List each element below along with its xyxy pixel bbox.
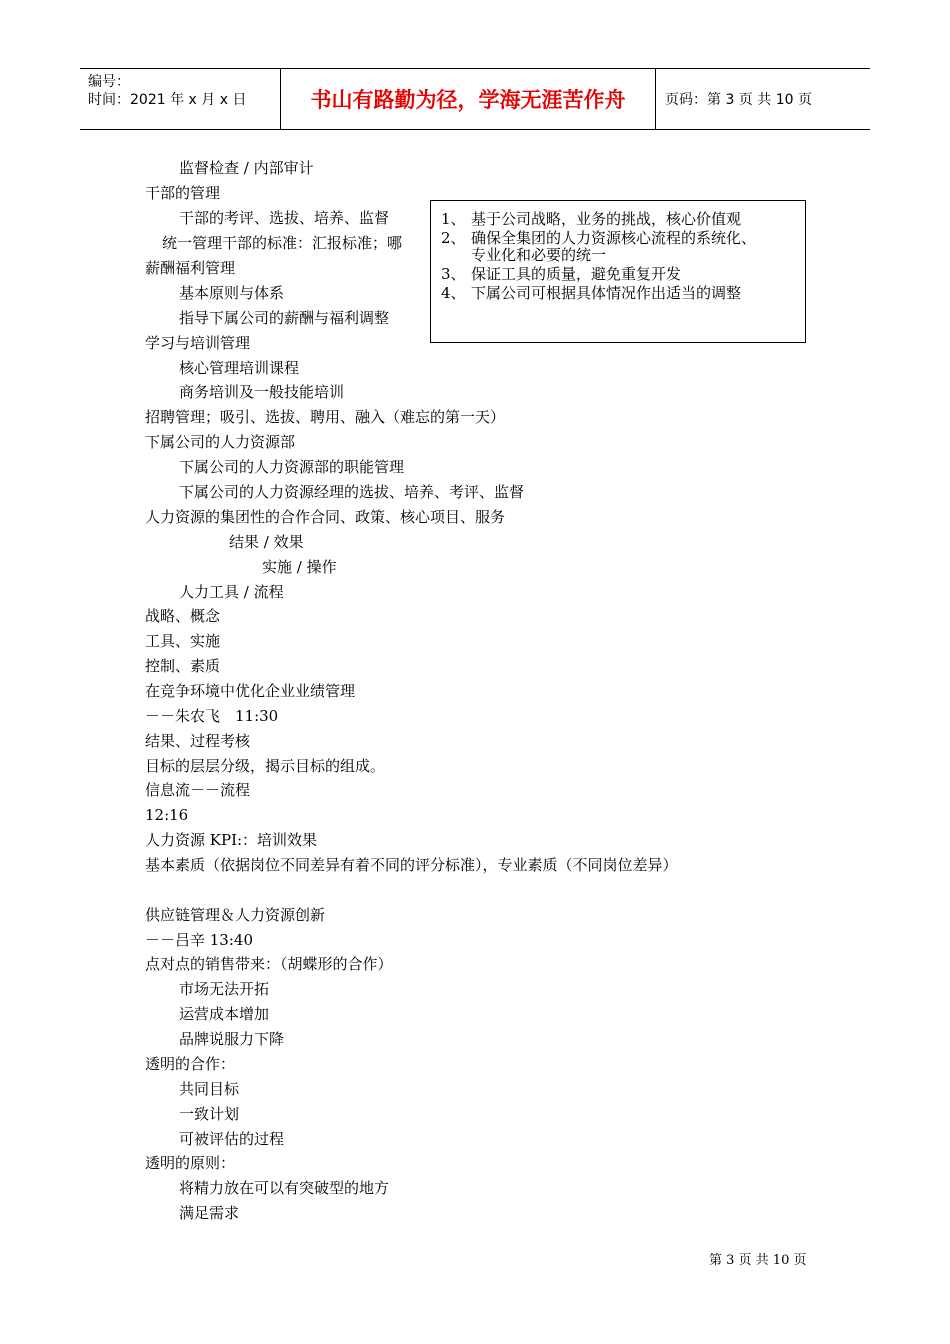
header-page-number: 页码：第 3 页 共 10 页 [665, 92, 812, 108]
body-line: 目标的层层分级，揭示目标的组成。 [145, 757, 386, 775]
objectives-text-box [430, 200, 806, 343]
body-line: 工具、实施 [145, 632, 221, 650]
body-line: 干部的管理 [145, 184, 221, 202]
body-line: 12:16 [145, 806, 189, 824]
box-item-text: 专业化和必要的统一 [471, 246, 607, 264]
body-line: 透明的原则： [145, 1154, 236, 1172]
box-item-number: 4、 [441, 284, 466, 302]
body-line: 监督检查 / 内部审计 [179, 159, 314, 177]
body-line: 将精力放在可以有突破型的地方 [179, 1179, 390, 1197]
body-line: 下属公司的人力资源部 [145, 433, 296, 451]
body-line: 信息流－－流程 [145, 781, 251, 799]
body-line: 人力工具 / 流程 [179, 583, 284, 601]
body-line: 干部的考评、选拔、培养、监督 [179, 209, 390, 227]
body-line: 指导下属公司的薪酬与福利调整 [179, 309, 390, 327]
box-item-text: 下属公司可根据具体情况作出适当的调整 [471, 284, 742, 302]
page-header [80, 68, 870, 130]
box-item-text: 确保全集团的人力资源核心流程的系统化、 [471, 229, 757, 247]
body-line: 统一管理干部的标准：汇报标准；哪 [162, 234, 403, 252]
box-item [441, 284, 741, 302]
box-item [441, 210, 741, 228]
body-line: 招聘管理；吸引、选拔、聘用、融入（难忘的第一天） [145, 408, 506, 426]
body-line: 薪酬福利管理 [145, 259, 236, 277]
box-item [441, 265, 681, 283]
body-line: 品牌说服力下降 [179, 1030, 285, 1048]
box-item-number: 2、 [441, 229, 466, 247]
header-meta [80, 69, 280, 129]
body-line: －－朱农飞 11:30 [145, 707, 279, 725]
body-line: 运营成本增加 [179, 1005, 270, 1023]
box-item-number: 3、 [441, 265, 466, 283]
body-line: 核心管理培训课程 [179, 359, 300, 377]
box-item [441, 246, 606, 264]
box-item-text: 基于公司战略，业务的挑战，核心价值观 [471, 210, 742, 228]
body-line: 共同目标 [179, 1080, 240, 1098]
box-item [441, 229, 756, 247]
document-number-label: 编号： [88, 74, 130, 90]
body-line: 下属公司的人力资源部的职能管理 [179, 458, 405, 476]
body-line: 市场无法开拓 [179, 980, 270, 998]
body-line: 一致计划 [179, 1105, 240, 1123]
body-line: 学习与培训管理 [145, 334, 251, 352]
body-line: 基本原则与体系 [179, 284, 285, 302]
body-line: 满足需求 [179, 1204, 240, 1222]
box-item-text: 保证工具的质量，避免重复开发 [471, 265, 682, 283]
body-line: 在竞争环境中优化企业业绩管理 [145, 682, 356, 700]
header-motto: 书山有路勤为径，学海无涯苦作舟 [280, 69, 656, 129]
body-line: 实施 / 操作 [262, 558, 337, 576]
body-line: 供应链管理＆人力资源创新 [145, 906, 326, 924]
body-line: 透明的合作： [145, 1055, 236, 1073]
body-line: 下属公司的人力资源经理的选拔、培养、考评、监督 [179, 483, 525, 501]
body-line: 点对点的销售带来：（胡蝶形的合作） [145, 955, 393, 973]
body-line: 基本素质（依据岗位不同差异有着不同的评分标准），专业素质（不同岗位差异） [145, 856, 678, 874]
body-line: 商务培训及一般技能培训 [179, 383, 345, 401]
date-label: 时间：2021 年 x 月 x 日 [88, 92, 247, 108]
box-item-number: 1、 [441, 210, 466, 228]
body-line: －－吕辛 13:40 [145, 931, 253, 949]
body-line: 人力资源的集团性的合作合同、政策、核心项目、服务 [145, 508, 506, 526]
body-line: 结果、过程考核 [145, 732, 251, 750]
footer-page-number: 第 3 页 共 10 页 [709, 1253, 807, 1268]
body-line: 可被评估的过程 [179, 1130, 285, 1148]
body-line: 结果 / 效果 [229, 533, 304, 551]
body-line: 战略、概念 [145, 607, 221, 625]
body-line: 人力资源 KPI:：培训效果 [145, 831, 318, 849]
body-line: 控制、素质 [145, 657, 221, 675]
